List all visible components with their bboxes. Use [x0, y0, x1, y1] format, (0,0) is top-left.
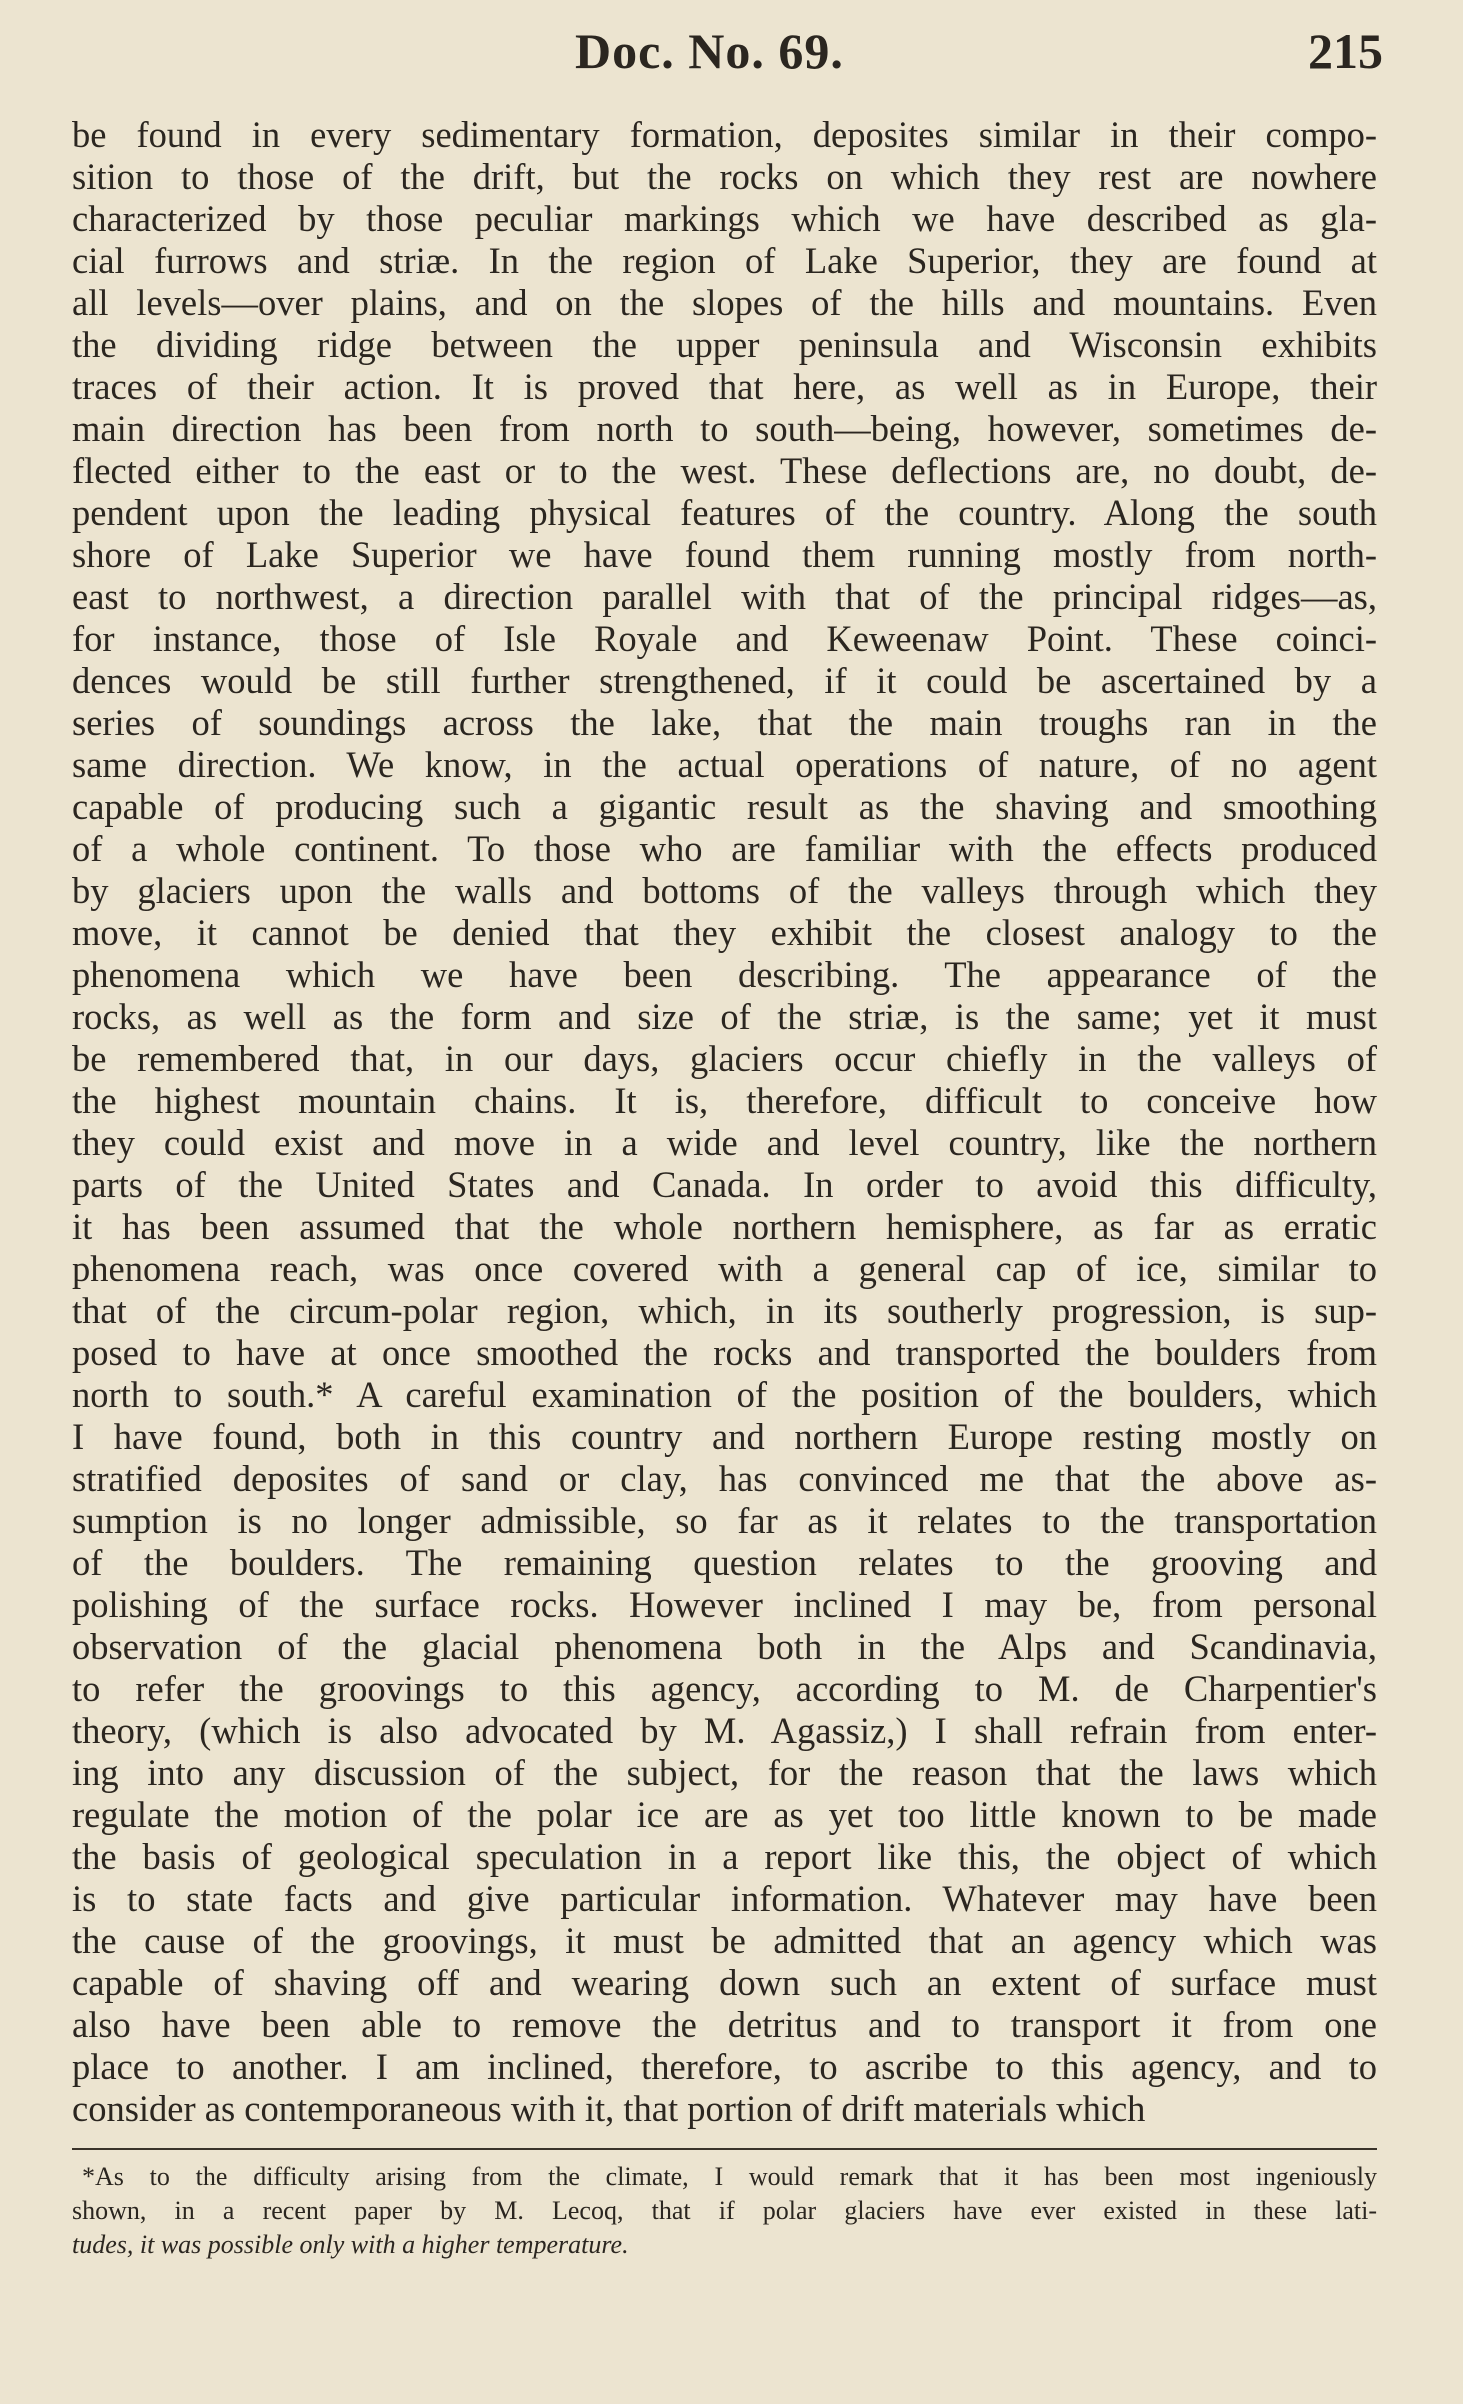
text-line: dences would be still further strengthened, if it could be ascertained by a: [72, 660, 1377, 701]
text-line: move, it cannot be denied that they exhibit the closest analogy to the: [72, 912, 1377, 953]
text-line: flected either to the east or to the west. These deflections are, no doubt, de-: [72, 450, 1377, 491]
text-line: of a whole continent. To those who are familiar with the effects produced: [72, 828, 1377, 869]
text-line: phenomena reach, was once covered with a general cap of ice, similar to: [72, 1248, 1377, 1289]
text-line: consider as contemporaneous with it, that portion of drift materials which: [72, 2088, 1146, 2129]
text-line: capable of producing such a gigantic result as the shaving and smoothing: [72, 786, 1377, 827]
text-line: shore of Lake Superior we have found them running mostly from north-: [72, 534, 1377, 575]
text-line: sition to those of the drift, but the rocks on which they rest are nowhere: [72, 156, 1377, 197]
text-line: the highest mountain chains. It is, therefore, difficult to conceive how: [72, 1080, 1377, 1121]
text-line: for instance, those of Isle Royale and Keweenaw Point. These coinci-: [72, 618, 1377, 659]
text-line: sumption is no longer admissible, so far as it relates to the transportation: [72, 1500, 1377, 1541]
text-line: cial furrows and striæ. In the region of Lake Superior, they are found at: [72, 240, 1377, 281]
footnote-line: shown, in a recent paper by M. Lecoq, that if polar glaciers have ever existed in these lati-: [72, 2196, 1377, 2225]
footnote-line: *As to the difficulty arising from the climate, I would remark that it has been most ingeniously: [82, 2162, 1377, 2191]
text-line: be found in every sedimentary formation, deposites similar in their compo-: [72, 114, 1377, 155]
text-line: observation of the glacial phenomena both in the Alps and Scandinavia,: [72, 1626, 1377, 1667]
text-line: I have found, both in this country and northern Europe resting mostly on: [72, 1416, 1377, 1457]
text-line: east to northwest, a direction parallel with that of the principal ridges—as,: [72, 576, 1377, 617]
text-line: capable of shaving off and wearing down such an extent of surface must: [72, 1962, 1377, 2003]
text-line: to refer the groovings to this agency, according to M. de Charpentier's: [72, 1668, 1377, 1709]
text-line: all levels—over plains, and on the slopes of the hills and mountains. Even: [72, 282, 1377, 323]
text-line: place to another. I am inclined, therefore, to ascribe to this agency, and to: [72, 2046, 1377, 2087]
text-line: that of the circum-polar region, which, in its southerly progression, is sup-: [72, 1290, 1377, 1331]
text-line: by glaciers upon the walls and bottoms of the valleys through which they: [72, 870, 1377, 911]
text-line: theory, (which is also advocated by M. Agassiz,) I shall refrain from enter-: [72, 1710, 1377, 1751]
text-line: north to south.* A careful examination of the position of the boulders, which: [72, 1374, 1377, 1415]
text-line: pendent upon the leading physical features of the country. Along the south: [72, 492, 1377, 533]
body-text: [72, 114, 1377, 2130]
page-number: 215: [1308, 23, 1383, 79]
text-line: of the boulders. The remaining question relates to the grooving and: [72, 1542, 1377, 1583]
page-header: [0, 18, 1463, 88]
text-line: polishing of the surface rocks. However inclined I may be, from personal: [72, 1584, 1377, 1625]
text-line: stratified deposites of sand or clay, has convinced me that the above as-: [72, 1458, 1377, 1499]
text-line: posed to have at once smoothed the rocks and transported the boulders from: [72, 1332, 1377, 1373]
document-number: Doc. No. 69.: [575, 23, 844, 79]
footnote-rule: [72, 2148, 1377, 2150]
text-line: traces of their action. It is proved that here, as well as in Europe, their: [72, 366, 1377, 407]
footnote-line: tudes, it was possible only with a higher temperature.: [72, 2230, 629, 2259]
text-line: the basis of geological speculation in a report like this, the object of which: [72, 1836, 1377, 1877]
text-line: they could exist and move in a wide and level country, like the northern: [72, 1122, 1377, 1163]
text-line: is to state facts and give particular information. Whatever may have been: [72, 1878, 1377, 1919]
text-line: regulate the motion of the polar ice are as yet too little known to be made: [72, 1794, 1377, 1835]
text-line: phenomena which we have been describing. The appearance of the: [72, 954, 1377, 995]
text-line: the dividing ridge between the upper peninsula and Wisconsin exhibits: [72, 324, 1377, 365]
text-line: same direction. We know, in the actual operations of nature, of no agent: [72, 744, 1377, 785]
text-line: also have been able to remove the detritus and to transport it from one: [72, 2004, 1377, 2045]
text-line: be remembered that, in our days, glaciers occur chiefly in the valleys of: [72, 1038, 1377, 1079]
text-line: main direction has been from north to south—being, however, sometimes de-: [72, 408, 1377, 449]
text-line: parts of the United States and Canada. In order to avoid this difficulty,: [72, 1164, 1377, 1205]
text-line: series of soundings across the lake, that the main troughs ran in the: [72, 702, 1377, 743]
text-line: rocks, as well as the form and size of the striæ, is the same; yet it must: [72, 996, 1377, 1037]
text-line: the cause of the groovings, it must be admitted that an agency which was: [72, 1920, 1377, 1961]
text-line: it has been assumed that the whole northern hemisphere, as far as erratic: [72, 1206, 1377, 1247]
footnote: [72, 2160, 1377, 2262]
text-line: characterized by those peculiar markings which we have described as gla-: [72, 198, 1377, 239]
text-line: ing into any discussion of the subject, for the reason that the laws which: [72, 1752, 1377, 1793]
